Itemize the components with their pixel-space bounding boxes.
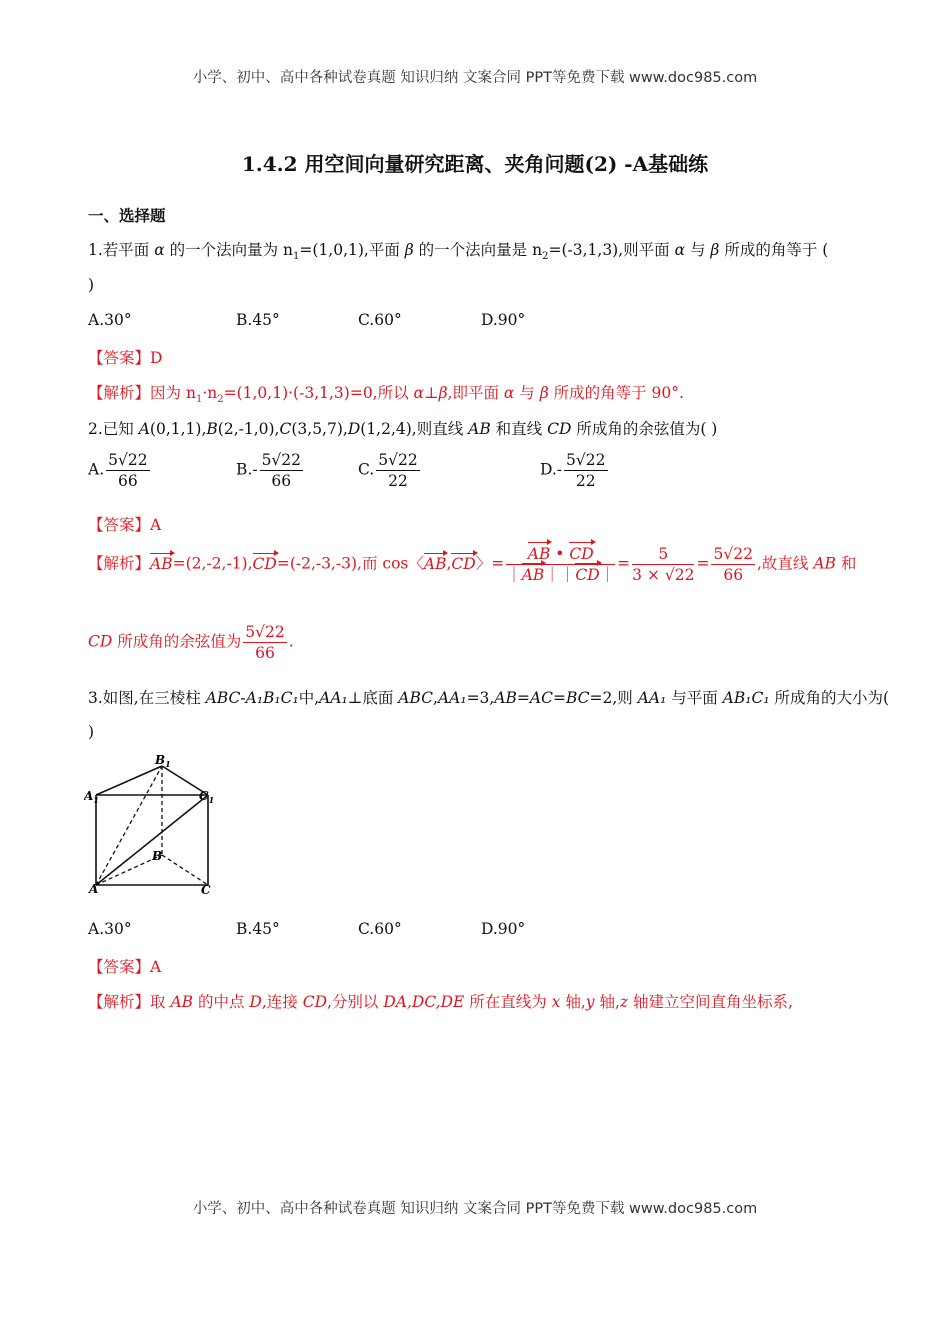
edge-ab1	[96, 766, 162, 885]
label-c1: $C_1$	[199, 789, 215, 805]
page-footer: 小学、初中、高中各种试卷真题 知识归纳 文案合同 PPT等免费下载 www.doc985.com	[192, 1201, 758, 1217]
edge-bc	[162, 855, 208, 885]
q1-option-c: C.60°	[358, 311, 402, 329]
label-b1: $B_1$	[155, 753, 171, 769]
label-a1: $A_1$	[84, 789, 99, 805]
section-heading: 一、选择题	[88, 206, 166, 225]
q3-analysis: 【解析】取 AB 的中点 D,连接 CD,分别以 DA,DC,DE 所在直线为 x 轴,y 轴,z 轴建立空间直角坐标系,	[88, 993, 793, 1011]
q1-option-a: A.30°	[88, 311, 132, 329]
page-title: 1.4.2 用空间向量研究距离、夹角问题(2) -A基础练	[241, 152, 709, 176]
q3-option-b: B.45°	[236, 920, 280, 938]
q3-stem: 3.如图,在三棱柱 ABC-A₁B₁C₁中,AA₁⊥底面 ABC,AA₁=3,AB=AC=BC=2,则 AA₁ 与平面 AB₁C₁ 所成角的大小为(	[88, 689, 890, 707]
prism-figure	[84, 750, 224, 900]
edge-ac1	[96, 795, 208, 885]
q3-options	[88, 920, 888, 940]
q2-answer: 【答案】A	[88, 516, 162, 534]
label-b: B	[152, 849, 163, 863]
page-header: 小学、初中、高中各种试卷真题 知识归纳 文案合同 PPT等免费下载 www.doc985.com	[192, 70, 758, 86]
edge-a1b1	[96, 766, 162, 795]
q3-stem-close: )	[88, 723, 95, 741]
q2-stem: 2.已知 A(0,1,1),B(2,-1,0),C(3,5,7),D(1,2,4),则直线 AB 和直线 CD 所成角的余弦值为( )	[88, 420, 718, 438]
label-a: A	[89, 882, 99, 896]
q2-option-b: B.- $\frac{5√22}{66}$	[236, 451, 302, 490]
label-c: C	[201, 883, 211, 897]
q1-analysis: 【解析】因为 $n_1\cdot n_2=(1,0,1)\cdot(-3,1,3)=0$,所以 α⊥β,即平面 α 与 β 所成的角等于 90°.	[88, 384, 684, 406]
q2-option-d: D.- $\frac{5√22}{22}$	[540, 451, 606, 490]
q2-analysis-cont: CD 所成角的余弦值为 $\frac{5√22}{66}$ .	[88, 623, 294, 662]
q3-option-c: C.60°	[358, 920, 402, 938]
q1-answer: 【答案】D	[88, 349, 163, 367]
q2-options	[88, 450, 888, 498]
q3-option-d: D.90°	[481, 920, 526, 938]
q1-options	[88, 311, 888, 331]
q1-stem-close: )	[88, 276, 95, 294]
q3-answer: 【答案】A	[88, 958, 162, 976]
q2-analysis: 【解析】AB=(2,-2,-1),CD=(-2,-3,-3),而 cos〈AB,CD〉= $\frac{AB • CD}{|AB||CD|}$ = $\frac{5}{3 \times √22}$ = $\frac{5√22}{66}$ ,故直线 AB 和	[88, 545, 857, 584]
q3-option-a: A.30°	[88, 920, 132, 938]
q2-option-a: A. $\frac{5√22}{66}$	[88, 451, 148, 490]
q2-option-c: C. $\frac{5√22}{22}$	[358, 451, 418, 490]
q1-option-b: B.45°	[236, 311, 280, 329]
q1-option-d: D.90°	[481, 311, 526, 329]
q1-stem: 1.若平面 α 的一个法向量为 $n_1=(1,0,1)$,平面 β 的一个法向量是 $n_2=(-3,1,3)$,则平面 α 与 β 所成的角等于 (	[88, 241, 829, 263]
